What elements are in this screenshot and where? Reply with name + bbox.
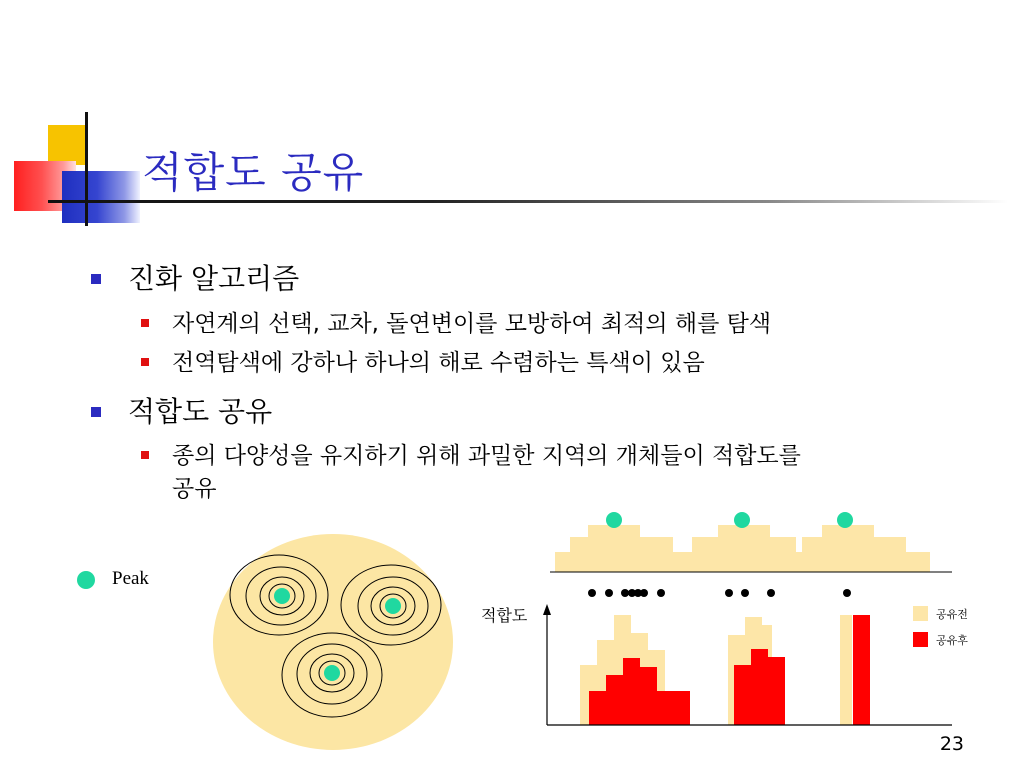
- individual-dots: [588, 589, 851, 597]
- fitness-sharing-diagram: [540, 505, 960, 730]
- sub-bullet-diversity-line2: 공유: [172, 476, 217, 502]
- peak-dot: [324, 665, 340, 681]
- bullet-square-icon: [91, 407, 101, 417]
- peak-dot: [734, 512, 750, 528]
- sub-bullet-square-icon: [141, 358, 149, 366]
- legend-label-before: 공유전: [936, 608, 968, 621]
- fitness-landscape-diagram: [205, 530, 465, 760]
- slide-number: 23: [939, 733, 964, 755]
- legend-label-after: 공유후: [936, 634, 968, 647]
- title-deco-vertical-line: [85, 112, 88, 226]
- title-deco-yellow-square: [48, 125, 88, 165]
- peak-dot: [837, 512, 853, 528]
- title-deco-blue-block: [62, 171, 140, 223]
- peak-legend-label: Peak: [112, 568, 149, 589]
- peak-dot: [274, 588, 290, 604]
- sub-bullet-diversity-line1: 종의 다양성을 유지하기 위해 과밀한 지역의 개체들이 적합도를: [172, 443, 801, 469]
- landscape-profile: [555, 525, 930, 572]
- sub-bullet-square-icon: [141, 451, 149, 459]
- search-space-field: [213, 534, 453, 750]
- peak-dot: [385, 598, 401, 614]
- legend-swatch-after: [913, 632, 928, 647]
- legend-swatch-before: [913, 606, 928, 621]
- bullet-evolutionary-algorithm: 진화 알고리즘: [128, 262, 300, 295]
- peak-dot: [606, 512, 622, 528]
- bullet-fitness-sharing: 적합도 공유: [128, 395, 273, 428]
- sub-bullet-square-icon: [141, 319, 149, 327]
- sub-bullet-natural-selection: 자연계의 선택, 교차, 돌연변이를 모방하여 최적의 해를 탐색: [172, 311, 772, 337]
- y-axis-label-fitness: 적합도: [481, 606, 528, 625]
- sub-bullet-global-search: 전역탐색에 강하나 하나의 해로 수렴하는 특색이 있음: [172, 350, 705, 376]
- title-underline: [48, 200, 1008, 203]
- bullet-square-icon: [91, 274, 101, 284]
- peak-legend-icon: [74, 568, 98, 592]
- slide-title: 적합도 공유: [142, 148, 365, 197]
